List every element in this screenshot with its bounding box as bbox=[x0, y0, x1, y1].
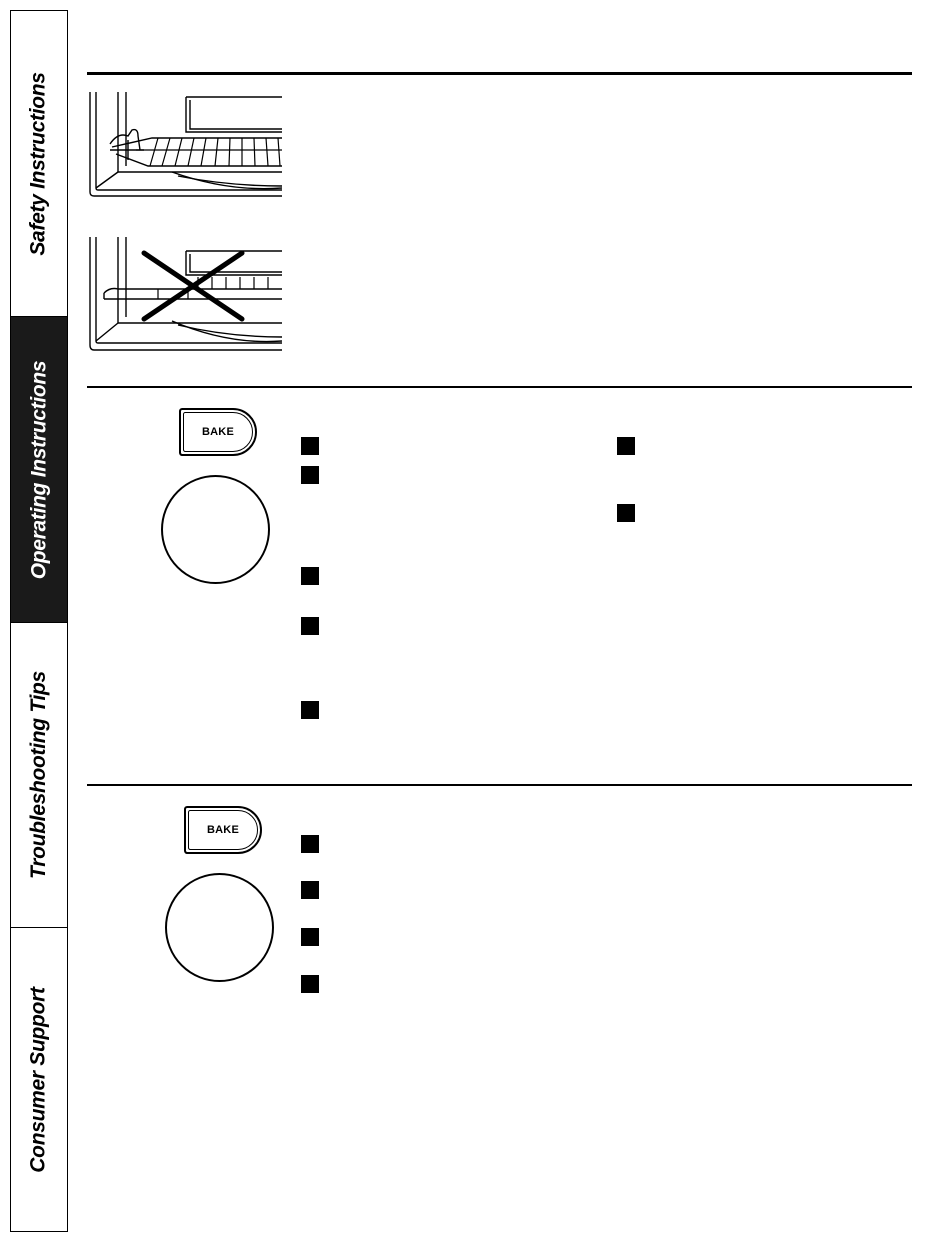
step-marker bbox=[301, 881, 319, 899]
step-marker bbox=[301, 975, 319, 993]
tab-consumer-support[interactable] bbox=[11, 928, 67, 1231]
step-marker bbox=[301, 928, 319, 946]
section-divider-lower bbox=[87, 784, 912, 786]
section-tabs bbox=[10, 10, 68, 1232]
tab-label: Troubleshooting Tips bbox=[27, 671, 51, 879]
bake-button-label: BAKE bbox=[202, 426, 234, 438]
step-marker bbox=[617, 437, 635, 455]
control-dial[interactable] bbox=[161, 475, 270, 584]
step-marker bbox=[301, 567, 319, 585]
tab-label: Operating Instructions bbox=[27, 360, 50, 579]
bake-button-label: BAKE bbox=[207, 824, 239, 836]
step-marker bbox=[301, 437, 319, 455]
tab-operating-instructions[interactable] bbox=[11, 317, 67, 623]
tab-troubleshooting-tips[interactable] bbox=[11, 623, 67, 928]
tab-label: Safety Instructions bbox=[27, 71, 50, 256]
step-marker bbox=[301, 617, 319, 635]
control-dial[interactable] bbox=[165, 873, 274, 982]
tab-safety-instructions[interactable] bbox=[11, 11, 67, 317]
step-marker bbox=[301, 701, 319, 719]
rack-correct-illustration bbox=[88, 92, 282, 198]
step-marker bbox=[301, 466, 319, 484]
section-divider-top bbox=[87, 72, 912, 75]
section-divider-middle bbox=[87, 386, 912, 388]
step-marker bbox=[301, 835, 319, 853]
bake-button[interactable] bbox=[179, 408, 257, 456]
rack-incorrect-illustration bbox=[88, 237, 282, 353]
tab-label: Consumer Support bbox=[27, 986, 50, 1173]
bake-button[interactable] bbox=[184, 806, 262, 854]
step-marker bbox=[617, 504, 635, 522]
